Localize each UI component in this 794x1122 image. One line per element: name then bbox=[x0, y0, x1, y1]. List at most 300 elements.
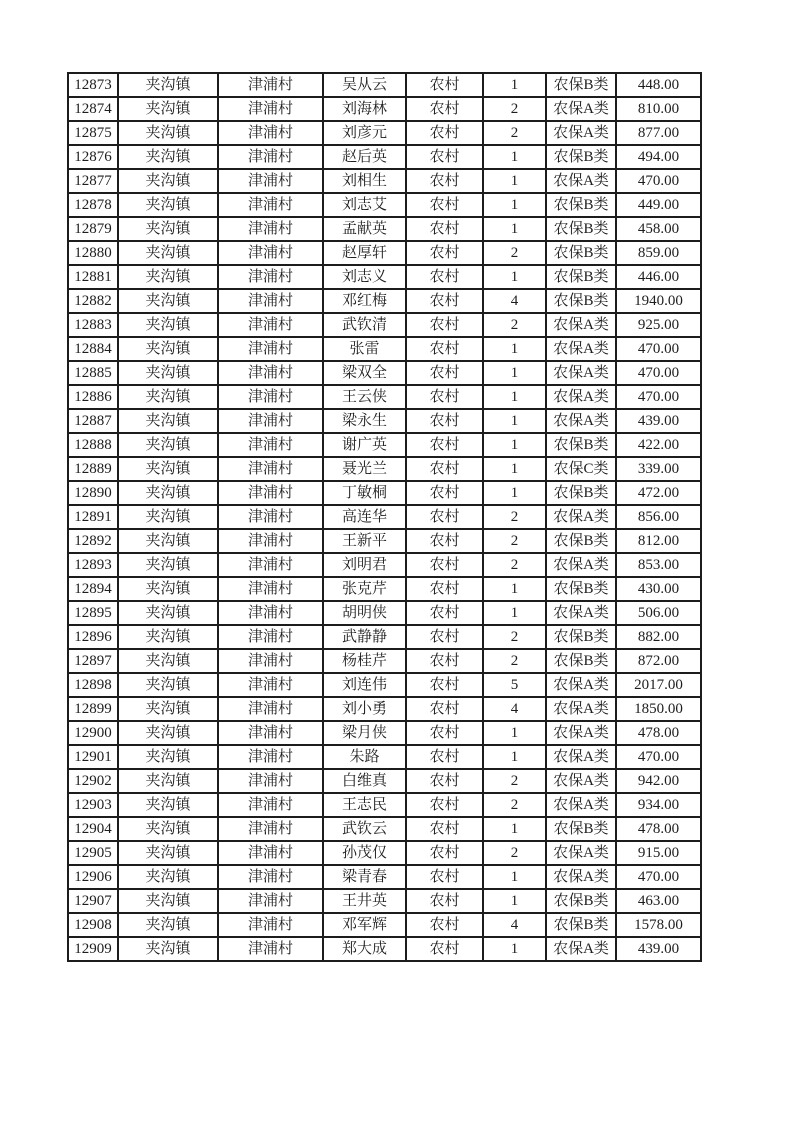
cell-village: 津浦村 bbox=[218, 289, 323, 313]
cell-town: 夹沟镇 bbox=[118, 553, 218, 577]
cell-amount: 1850.00 bbox=[616, 697, 701, 721]
cell-village: 津浦村 bbox=[218, 265, 323, 289]
cell-amount: 470.00 bbox=[616, 385, 701, 409]
cell-insurance-category: 农保B类 bbox=[546, 577, 616, 601]
cell-residence-type: 农村 bbox=[406, 289, 483, 313]
cell-person-name: 梁双全 bbox=[323, 361, 406, 385]
cell-record-id: 12905 bbox=[68, 841, 118, 865]
cell-person-count: 4 bbox=[483, 697, 546, 721]
cell-town: 夹沟镇 bbox=[118, 481, 218, 505]
cell-person-count: 2 bbox=[483, 505, 546, 529]
cell-amount: 458.00 bbox=[616, 217, 701, 241]
cell-insurance-category: 农保B类 bbox=[546, 241, 616, 265]
cell-residence-type: 农村 bbox=[406, 769, 483, 793]
cell-amount: 856.00 bbox=[616, 505, 701, 529]
cell-record-id: 12876 bbox=[68, 145, 118, 169]
cell-amount: 882.00 bbox=[616, 625, 701, 649]
cell-amount: 339.00 bbox=[616, 457, 701, 481]
cell-town: 夹沟镇 bbox=[118, 817, 218, 841]
cell-town: 夹沟镇 bbox=[118, 505, 218, 529]
cell-town: 夹沟镇 bbox=[118, 937, 218, 961]
cell-person-count: 1 bbox=[483, 73, 546, 97]
table-row bbox=[68, 553, 701, 577]
cell-person-name: 梁青春 bbox=[323, 865, 406, 889]
cell-amount: 439.00 bbox=[616, 409, 701, 433]
cell-person-count: 1 bbox=[483, 721, 546, 745]
cell-amount: 472.00 bbox=[616, 481, 701, 505]
cell-record-id: 12897 bbox=[68, 649, 118, 673]
cell-residence-type: 农村 bbox=[406, 409, 483, 433]
cell-amount: 439.00 bbox=[616, 937, 701, 961]
cell-amount: 470.00 bbox=[616, 169, 701, 193]
cell-person-name: 吴从云 bbox=[323, 73, 406, 97]
cell-person-name: 白维真 bbox=[323, 769, 406, 793]
cell-person-count: 2 bbox=[483, 121, 546, 145]
cell-record-id: 12903 bbox=[68, 793, 118, 817]
cell-person-count: 1 bbox=[483, 337, 546, 361]
table-row bbox=[68, 913, 701, 937]
cell-village: 津浦村 bbox=[218, 481, 323, 505]
cell-person-count: 1 bbox=[483, 169, 546, 193]
cell-insurance-category: 农保A类 bbox=[546, 169, 616, 193]
cell-residence-type: 农村 bbox=[406, 793, 483, 817]
cell-person-count: 1 bbox=[483, 145, 546, 169]
cell-village: 津浦村 bbox=[218, 337, 323, 361]
cell-insurance-category: 农保B类 bbox=[546, 817, 616, 841]
cell-residence-type: 农村 bbox=[406, 529, 483, 553]
cell-insurance-category: 农保B类 bbox=[546, 433, 616, 457]
cell-person-name: 杨桂芹 bbox=[323, 649, 406, 673]
cell-village: 津浦村 bbox=[218, 649, 323, 673]
table-row bbox=[68, 673, 701, 697]
cell-record-id: 12884 bbox=[68, 337, 118, 361]
cell-insurance-category: 农保B类 bbox=[546, 889, 616, 913]
cell-amount: 478.00 bbox=[616, 817, 701, 841]
cell-record-id: 12880 bbox=[68, 241, 118, 265]
cell-town: 夹沟镇 bbox=[118, 769, 218, 793]
cell-record-id: 12908 bbox=[68, 913, 118, 937]
cell-person-count: 1 bbox=[483, 361, 546, 385]
cell-person-count: 1 bbox=[483, 817, 546, 841]
cell-person-count: 1 bbox=[483, 865, 546, 889]
cell-residence-type: 农村 bbox=[406, 673, 483, 697]
cell-person-count: 1 bbox=[483, 217, 546, 241]
cell-person-name: 梁月侠 bbox=[323, 721, 406, 745]
cell-town: 夹沟镇 bbox=[118, 913, 218, 937]
cell-town: 夹沟镇 bbox=[118, 289, 218, 313]
cell-record-id: 12877 bbox=[68, 169, 118, 193]
cell-village: 津浦村 bbox=[218, 769, 323, 793]
cell-village: 津浦村 bbox=[218, 745, 323, 769]
cell-person-count: 2 bbox=[483, 97, 546, 121]
cell-person-name: 王新平 bbox=[323, 529, 406, 553]
cell-village: 津浦村 bbox=[218, 529, 323, 553]
table-row bbox=[68, 409, 701, 433]
cell-record-id: 12873 bbox=[68, 73, 118, 97]
cell-record-id: 12901 bbox=[68, 745, 118, 769]
cell-residence-type: 农村 bbox=[406, 121, 483, 145]
cell-record-id: 12898 bbox=[68, 673, 118, 697]
cell-record-id: 12906 bbox=[68, 865, 118, 889]
cell-village: 津浦村 bbox=[218, 793, 323, 817]
table-row bbox=[68, 433, 701, 457]
cell-record-id: 12882 bbox=[68, 289, 118, 313]
table-row bbox=[68, 169, 701, 193]
cell-amount: 1940.00 bbox=[616, 289, 701, 313]
cell-person-name: 赵厚轩 bbox=[323, 241, 406, 265]
cell-person-count: 2 bbox=[483, 529, 546, 553]
cell-residence-type: 农村 bbox=[406, 193, 483, 217]
cell-record-id: 12891 bbox=[68, 505, 118, 529]
cell-amount: 942.00 bbox=[616, 769, 701, 793]
cell-town: 夹沟镇 bbox=[118, 865, 218, 889]
cell-person-count: 2 bbox=[483, 769, 546, 793]
table-row bbox=[68, 289, 701, 313]
cell-record-id: 12902 bbox=[68, 769, 118, 793]
cell-residence-type: 农村 bbox=[406, 721, 483, 745]
cell-amount: 430.00 bbox=[616, 577, 701, 601]
cell-amount: 470.00 bbox=[616, 361, 701, 385]
table-row bbox=[68, 265, 701, 289]
cell-town: 夹沟镇 bbox=[118, 433, 218, 457]
cell-village: 津浦村 bbox=[218, 313, 323, 337]
cell-record-id: 12893 bbox=[68, 553, 118, 577]
cell-residence-type: 农村 bbox=[406, 625, 483, 649]
cell-insurance-category: 农保A类 bbox=[546, 361, 616, 385]
table-row bbox=[68, 241, 701, 265]
cell-village: 津浦村 bbox=[218, 625, 323, 649]
cell-residence-type: 农村 bbox=[406, 505, 483, 529]
cell-village: 津浦村 bbox=[218, 889, 323, 913]
table-row bbox=[68, 529, 701, 553]
cell-person-name: 孙茂仅 bbox=[323, 841, 406, 865]
table-row bbox=[68, 385, 701, 409]
cell-insurance-category: 农保A类 bbox=[546, 721, 616, 745]
cell-village: 津浦村 bbox=[218, 169, 323, 193]
cell-amount: 2017.00 bbox=[616, 673, 701, 697]
cell-amount: 470.00 bbox=[616, 337, 701, 361]
cell-person-name: 赵后英 bbox=[323, 145, 406, 169]
cell-amount: 877.00 bbox=[616, 121, 701, 145]
cell-record-id: 12886 bbox=[68, 385, 118, 409]
cell-person-name: 朱路 bbox=[323, 745, 406, 769]
cell-town: 夹沟镇 bbox=[118, 361, 218, 385]
cell-town: 夹沟镇 bbox=[118, 193, 218, 217]
cell-insurance-category: 农保A类 bbox=[546, 937, 616, 961]
cell-record-id: 12888 bbox=[68, 433, 118, 457]
table-row bbox=[68, 817, 701, 841]
cell-person-name: 孟献英 bbox=[323, 217, 406, 241]
cell-insurance-category: 农保A类 bbox=[546, 97, 616, 121]
cell-village: 津浦村 bbox=[218, 433, 323, 457]
cell-amount: 449.00 bbox=[616, 193, 701, 217]
cell-record-id: 12895 bbox=[68, 601, 118, 625]
cell-residence-type: 农村 bbox=[406, 73, 483, 97]
table-row bbox=[68, 721, 701, 745]
cell-insurance-category: 农保B类 bbox=[546, 649, 616, 673]
cell-insurance-category: 农保A类 bbox=[546, 409, 616, 433]
cell-residence-type: 农村 bbox=[406, 385, 483, 409]
cell-person-name: 刘明君 bbox=[323, 553, 406, 577]
cell-village: 津浦村 bbox=[218, 505, 323, 529]
table-row bbox=[68, 505, 701, 529]
table-row bbox=[68, 865, 701, 889]
cell-person-count: 1 bbox=[483, 193, 546, 217]
cell-insurance-category: 农保A类 bbox=[546, 793, 616, 817]
cell-person-count: 1 bbox=[483, 601, 546, 625]
cell-town: 夹沟镇 bbox=[118, 265, 218, 289]
cell-village: 津浦村 bbox=[218, 241, 323, 265]
cell-insurance-category: 农保A类 bbox=[546, 601, 616, 625]
cell-insurance-category: 农保A类 bbox=[546, 865, 616, 889]
cell-record-id: 12889 bbox=[68, 457, 118, 481]
cell-village: 津浦村 bbox=[218, 121, 323, 145]
cell-record-id: 12900 bbox=[68, 721, 118, 745]
cell-residence-type: 农村 bbox=[406, 361, 483, 385]
cell-person-count: 2 bbox=[483, 313, 546, 337]
cell-record-id: 12878 bbox=[68, 193, 118, 217]
cell-person-count: 5 bbox=[483, 673, 546, 697]
cell-person-name: 梁永生 bbox=[323, 409, 406, 433]
cell-person-count: 1 bbox=[483, 265, 546, 289]
cell-insurance-category: 农保C类 bbox=[546, 457, 616, 481]
table-row bbox=[68, 577, 701, 601]
cell-record-id: 12892 bbox=[68, 529, 118, 553]
cell-person-count: 2 bbox=[483, 553, 546, 577]
cell-record-id: 12894 bbox=[68, 577, 118, 601]
cell-person-count: 1 bbox=[483, 577, 546, 601]
cell-town: 夹沟镇 bbox=[118, 241, 218, 265]
cell-residence-type: 农村 bbox=[406, 745, 483, 769]
cell-town: 夹沟镇 bbox=[118, 529, 218, 553]
cell-town: 夹沟镇 bbox=[118, 841, 218, 865]
cell-insurance-category: 农保A类 bbox=[546, 313, 616, 337]
cell-insurance-category: 农保B类 bbox=[546, 913, 616, 937]
cell-person-count: 2 bbox=[483, 841, 546, 865]
cell-record-id: 12883 bbox=[68, 313, 118, 337]
cell-record-id: 12907 bbox=[68, 889, 118, 913]
cell-insurance-category: 农保A类 bbox=[546, 385, 616, 409]
table-row bbox=[68, 793, 701, 817]
cell-village: 津浦村 bbox=[218, 577, 323, 601]
table-row bbox=[68, 73, 701, 97]
cell-person-count: 1 bbox=[483, 457, 546, 481]
cell-insurance-category: 农保B类 bbox=[546, 289, 616, 313]
cell-amount: 812.00 bbox=[616, 529, 701, 553]
cell-person-name: 聂光兰 bbox=[323, 457, 406, 481]
cell-amount: 446.00 bbox=[616, 265, 701, 289]
cell-insurance-category: 农保A类 bbox=[546, 337, 616, 361]
cell-record-id: 12881 bbox=[68, 265, 118, 289]
cell-residence-type: 农村 bbox=[406, 577, 483, 601]
table-row bbox=[68, 457, 701, 481]
cell-town: 夹沟镇 bbox=[118, 313, 218, 337]
cell-residence-type: 农村 bbox=[406, 265, 483, 289]
cell-town: 夹沟镇 bbox=[118, 889, 218, 913]
cell-record-id: 12899 bbox=[68, 697, 118, 721]
cell-insurance-category: 农保B类 bbox=[546, 529, 616, 553]
cell-insurance-category: 农保B类 bbox=[546, 625, 616, 649]
cell-person-name: 王井英 bbox=[323, 889, 406, 913]
cell-town: 夹沟镇 bbox=[118, 577, 218, 601]
cell-amount: 448.00 bbox=[616, 73, 701, 97]
cell-person-name: 高连华 bbox=[323, 505, 406, 529]
cell-person-name: 刘小勇 bbox=[323, 697, 406, 721]
cell-person-count: 4 bbox=[483, 913, 546, 937]
cell-village: 津浦村 bbox=[218, 361, 323, 385]
cell-residence-type: 农村 bbox=[406, 337, 483, 361]
cell-person-count: 4 bbox=[483, 289, 546, 313]
cell-town: 夹沟镇 bbox=[118, 337, 218, 361]
cell-residence-type: 农村 bbox=[406, 169, 483, 193]
cell-residence-type: 农村 bbox=[406, 817, 483, 841]
cell-amount: 470.00 bbox=[616, 745, 701, 769]
cell-amount: 422.00 bbox=[616, 433, 701, 457]
cell-person-name: 武钦清 bbox=[323, 313, 406, 337]
cell-insurance-category: 农保B类 bbox=[546, 193, 616, 217]
cell-amount: 494.00 bbox=[616, 145, 701, 169]
cell-town: 夹沟镇 bbox=[118, 673, 218, 697]
cell-insurance-category: 农保A类 bbox=[546, 553, 616, 577]
cell-village: 津浦村 bbox=[218, 409, 323, 433]
table-row bbox=[68, 481, 701, 505]
cell-village: 津浦村 bbox=[218, 193, 323, 217]
cell-amount: 853.00 bbox=[616, 553, 701, 577]
cell-person-name: 郑大成 bbox=[323, 937, 406, 961]
cell-village: 津浦村 bbox=[218, 385, 323, 409]
cell-village: 津浦村 bbox=[218, 841, 323, 865]
cell-residence-type: 农村 bbox=[406, 433, 483, 457]
cell-amount: 506.00 bbox=[616, 601, 701, 625]
cell-village: 津浦村 bbox=[218, 601, 323, 625]
cell-record-id: 12874 bbox=[68, 97, 118, 121]
cell-record-id: 12879 bbox=[68, 217, 118, 241]
cell-town: 夹沟镇 bbox=[118, 145, 218, 169]
cell-village: 津浦村 bbox=[218, 97, 323, 121]
cell-amount: 463.00 bbox=[616, 889, 701, 913]
cell-town: 夹沟镇 bbox=[118, 745, 218, 769]
cell-insurance-category: 农保B类 bbox=[546, 265, 616, 289]
cell-insurance-category: 农保B类 bbox=[546, 145, 616, 169]
cell-person-name: 张雷 bbox=[323, 337, 406, 361]
cell-residence-type: 农村 bbox=[406, 841, 483, 865]
table-row bbox=[68, 937, 701, 961]
cell-amount: 810.00 bbox=[616, 97, 701, 121]
cell-village: 津浦村 bbox=[218, 553, 323, 577]
cell-person-name: 刘连伟 bbox=[323, 673, 406, 697]
cell-residence-type: 农村 bbox=[406, 217, 483, 241]
cell-person-name: 张克芹 bbox=[323, 577, 406, 601]
cell-insurance-category: 农保A类 bbox=[546, 841, 616, 865]
cell-town: 夹沟镇 bbox=[118, 409, 218, 433]
cell-insurance-category: 农保B类 bbox=[546, 73, 616, 97]
cell-town: 夹沟镇 bbox=[118, 73, 218, 97]
cell-town: 夹沟镇 bbox=[118, 169, 218, 193]
cell-person-name: 邓军辉 bbox=[323, 913, 406, 937]
cell-village: 津浦村 bbox=[218, 865, 323, 889]
cell-village: 津浦村 bbox=[218, 937, 323, 961]
cell-insurance-category: 农保A类 bbox=[546, 673, 616, 697]
cell-residence-type: 农村 bbox=[406, 865, 483, 889]
table-row bbox=[68, 649, 701, 673]
table-row bbox=[68, 889, 701, 913]
cell-person-name: 武钦云 bbox=[323, 817, 406, 841]
cell-town: 夹沟镇 bbox=[118, 601, 218, 625]
cell-residence-type: 农村 bbox=[406, 601, 483, 625]
cell-person-name: 王志民 bbox=[323, 793, 406, 817]
cell-town: 夹沟镇 bbox=[118, 457, 218, 481]
cell-amount: 872.00 bbox=[616, 649, 701, 673]
cell-residence-type: 农村 bbox=[406, 481, 483, 505]
cell-town: 夹沟镇 bbox=[118, 721, 218, 745]
table-row bbox=[68, 625, 701, 649]
cell-record-id: 12875 bbox=[68, 121, 118, 145]
cell-residence-type: 农村 bbox=[406, 913, 483, 937]
cell-insurance-category: 农保A类 bbox=[546, 121, 616, 145]
cell-insurance-category: 农保A类 bbox=[546, 745, 616, 769]
cell-person-count: 2 bbox=[483, 625, 546, 649]
cell-person-count: 1 bbox=[483, 409, 546, 433]
cell-town: 夹沟镇 bbox=[118, 97, 218, 121]
table-row bbox=[68, 841, 701, 865]
cell-amount: 915.00 bbox=[616, 841, 701, 865]
cell-person-name: 丁敏桐 bbox=[323, 481, 406, 505]
cell-residence-type: 农村 bbox=[406, 553, 483, 577]
cell-town: 夹沟镇 bbox=[118, 385, 218, 409]
table-row bbox=[68, 697, 701, 721]
cell-person-name: 胡明侠 bbox=[323, 601, 406, 625]
cell-town: 夹沟镇 bbox=[118, 697, 218, 721]
cell-village: 津浦村 bbox=[218, 457, 323, 481]
cell-village: 津浦村 bbox=[218, 217, 323, 241]
cell-person-count: 1 bbox=[483, 937, 546, 961]
cell-person-name: 刘彦元 bbox=[323, 121, 406, 145]
table-row bbox=[68, 337, 701, 361]
cell-person-name: 刘志义 bbox=[323, 265, 406, 289]
cell-residence-type: 农村 bbox=[406, 457, 483, 481]
cell-person-count: 1 bbox=[483, 745, 546, 769]
cell-village: 津浦村 bbox=[218, 913, 323, 937]
cell-person-count: 2 bbox=[483, 241, 546, 265]
cell-amount: 859.00 bbox=[616, 241, 701, 265]
cell-town: 夹沟镇 bbox=[118, 121, 218, 145]
cell-record-id: 12887 bbox=[68, 409, 118, 433]
cell-insurance-category: 农保A类 bbox=[546, 769, 616, 793]
cell-amount: 478.00 bbox=[616, 721, 701, 745]
cell-village: 津浦村 bbox=[218, 673, 323, 697]
cell-town: 夹沟镇 bbox=[118, 625, 218, 649]
insurance-roster-table bbox=[67, 72, 702, 962]
table-row bbox=[68, 313, 701, 337]
cell-amount: 470.00 bbox=[616, 865, 701, 889]
cell-amount: 925.00 bbox=[616, 313, 701, 337]
cell-insurance-category: 农保A类 bbox=[546, 697, 616, 721]
cell-person-count: 1 bbox=[483, 433, 546, 457]
table-row bbox=[68, 769, 701, 793]
cell-amount: 934.00 bbox=[616, 793, 701, 817]
cell-residence-type: 农村 bbox=[406, 697, 483, 721]
cell-village: 津浦村 bbox=[218, 145, 323, 169]
cell-person-name: 王云侠 bbox=[323, 385, 406, 409]
table-row bbox=[68, 217, 701, 241]
cell-amount: 1578.00 bbox=[616, 913, 701, 937]
cell-residence-type: 农村 bbox=[406, 313, 483, 337]
cell-town: 夹沟镇 bbox=[118, 793, 218, 817]
cell-person-name: 刘相生 bbox=[323, 169, 406, 193]
table-row bbox=[68, 601, 701, 625]
cell-insurance-category: 农保A类 bbox=[546, 505, 616, 529]
cell-village: 津浦村 bbox=[218, 697, 323, 721]
